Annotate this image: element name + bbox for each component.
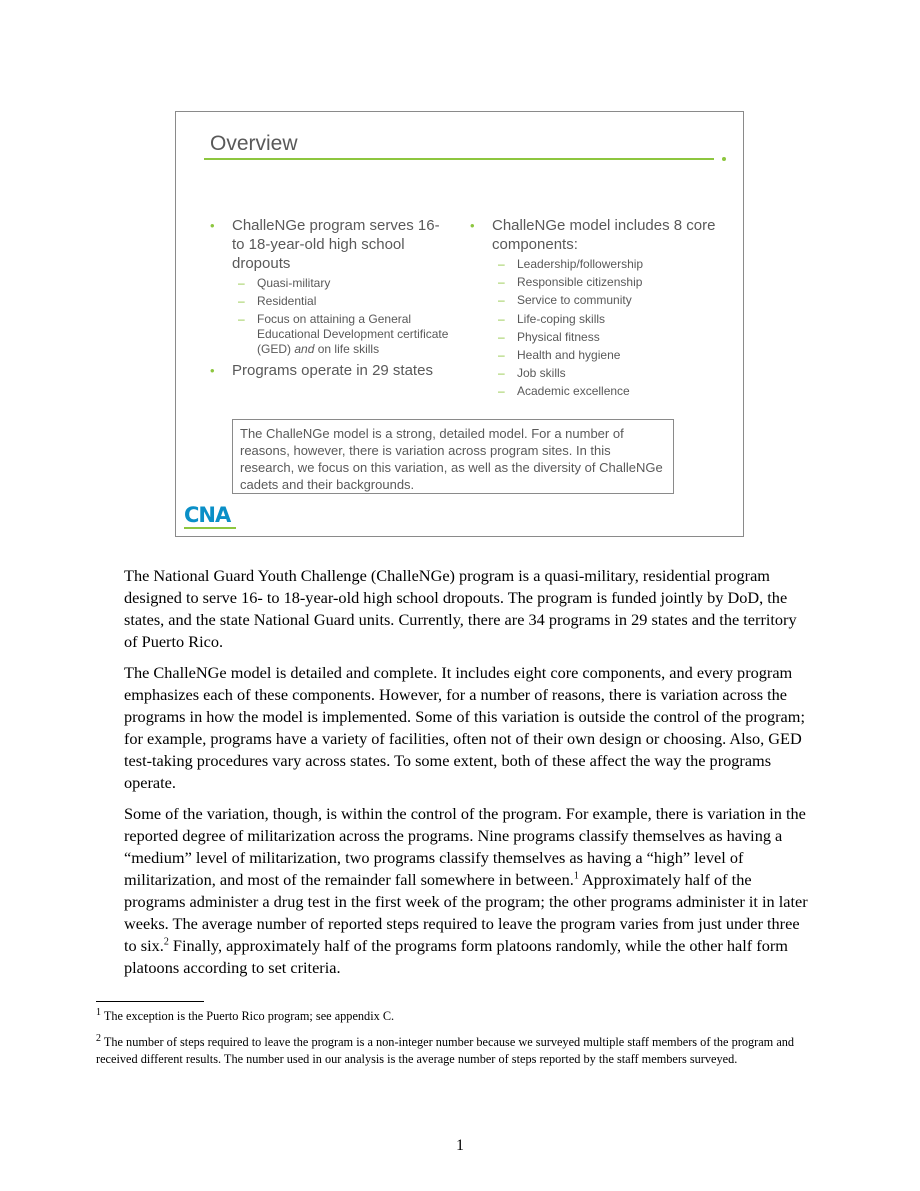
bullet-icon: • — [210, 363, 215, 378]
sub-bullet-item — [492, 312, 716, 327]
bullet-icon: • — [210, 218, 215, 233]
logo-bar — [184, 527, 236, 529]
sub-bullet-item — [492, 257, 716, 272]
paragraph-text: Approximately half of the programs administer a drug test in the first week of the program; the other programs administer it in later weeks. The average number of reported steps required to leave the program varies from just under three to six. — [124, 870, 808, 955]
bullet-text: ChalleNGe model includes 8 core components: — [492, 217, 716, 253]
dash-icon: – — [498, 293, 505, 308]
footnote-ref-1[interactable]: 1 — [573, 870, 579, 882]
footnote-2 — [96, 1034, 816, 1068]
body-paragraph-3 — [124, 803, 814, 979]
bullet-item — [206, 216, 451, 357]
body-paragraph-2: The ChalleNGe model is detailed and complete. It includes eight core components, and every program emphasizes each of these components. However, for a number of reasons, there is variation across the programs in how the model is implemented. Some of this variation is outside the control of the program; for example, programs have a variety of facilities, often not of their own design or choosing. Also, GED test-taking procedures vary across states. To some extent, both of these affect the way the programs operate. — [124, 663, 805, 792]
slide-title: Overview — [210, 132, 298, 155]
slide-right-column — [466, 216, 716, 403]
paragraph-text: Some of the variation, though, is within the control of the program. For example, there is variation in the reported degree of militarization across the programs. Nine programs classify themselves as having a “medium” level of militarization, two programs classify themselves as having a “high” level of militarization, and most of the remainder fall somewhere in between. — [124, 804, 806, 889]
sub-bullet-item — [232, 276, 451, 291]
footnote-ref-2[interactable]: 2 — [163, 936, 169, 948]
sub-bullet-text: Health and hygiene — [517, 347, 621, 362]
sub-bullet-item — [492, 275, 716, 290]
sub-bullet-text: Service to community — [517, 293, 632, 308]
dash-icon: – — [498, 257, 505, 271]
footnote-text: The number of steps required to leave the program is a non-integer number because we surveyed multiple staff members of the program and received different results. The number used in our analysis is the average number of steps reported by the staff members surveyed. — [96, 1035, 795, 1066]
sub-bullet-text: Life-coping skills — [517, 311, 606, 326]
callout-box: The ChalleNGe model is a strong, detailed model. For a number of reasons, however, there is variation across program sites. In this research, we focus on this variation, as well as the diversity of ChalleNGe cadets and their backgrounds. — [232, 419, 674, 494]
footnote-separator — [96, 1001, 204, 1002]
sub-bullet-text: Academic excellence — [517, 384, 630, 399]
sub-bullet-text: Focus on attaining a General Educational Development certificate (GED) — [257, 312, 449, 356]
footnote-1 — [96, 1008, 816, 1025]
sub-bullet-text: Residential — [257, 294, 317, 308]
dash-icon: – — [498, 366, 505, 381]
dash-icon: – — [238, 276, 245, 290]
sub-bullet-item — [492, 348, 716, 363]
dash-icon: – — [498, 347, 505, 362]
footnote-number: 1 — [96, 1006, 101, 1018]
sub-bullet-text: Job skills — [517, 366, 566, 381]
dash-icon: – — [498, 275, 505, 290]
bullet-text: ChalleNGe program serves 16- to 18-year-old high school dropouts — [232, 217, 440, 272]
sub-bullet-item — [232, 312, 451, 357]
sub-bullet-text: Physical fitness — [517, 329, 600, 344]
cna-logo — [184, 504, 240, 530]
sub-bullet-item — [492, 293, 716, 308]
dash-icon: – — [238, 312, 245, 326]
bullet-icon: • — [470, 218, 475, 233]
sub-bullet-text: Leadership/followership — [517, 257, 644, 271]
logo-text: CNA — [184, 503, 231, 527]
sub-bullet-item — [492, 384, 716, 399]
overview-slide — [175, 111, 744, 537]
title-dot — [722, 157, 726, 161]
footnote-text: The exception is the Puerto Rico program; see appendix C. — [101, 1009, 395, 1023]
bullet-text: Programs operate in 29 states — [232, 362, 433, 379]
page-number: 1 — [456, 1137, 464, 1154]
sub-bullet-item — [232, 294, 451, 309]
title-underline — [204, 158, 714, 160]
dash-icon: – — [238, 294, 245, 308]
slide-left-column — [206, 216, 451, 384]
sub-bullet-italic: and — [294, 342, 315, 356]
dash-icon: – — [498, 329, 505, 344]
sub-bullet-text: Quasi-military — [257, 276, 331, 290]
paragraph-text: Finally, approximately half of the programs form platoons randomly, while the other half form platoons according to set criteria. — [124, 936, 788, 977]
footnote-number: 2 — [96, 1032, 101, 1044]
bullet-item — [206, 361, 451, 380]
body-paragraph-1: The National Guard Youth Challenge (ChalleNGe) program is a quasi-military, residential program designed to serve 16- to 18-year-old high school dropouts. The program is funded jointly by DoD, the states, and the state National Guard units. Currently, there are 34 programs in 29 states and the territory of Puerto Rico. — [124, 566, 797, 651]
sub-bullet-item — [492, 366, 716, 381]
bullet-item — [466, 216, 716, 399]
sub-bullet-text: Responsible citizenship — [517, 275, 643, 290]
sub-bullet-item — [492, 330, 716, 345]
sub-bullet-text: on life skills — [317, 342, 380, 356]
dash-icon: – — [498, 311, 505, 326]
dash-icon: – — [498, 384, 505, 399]
